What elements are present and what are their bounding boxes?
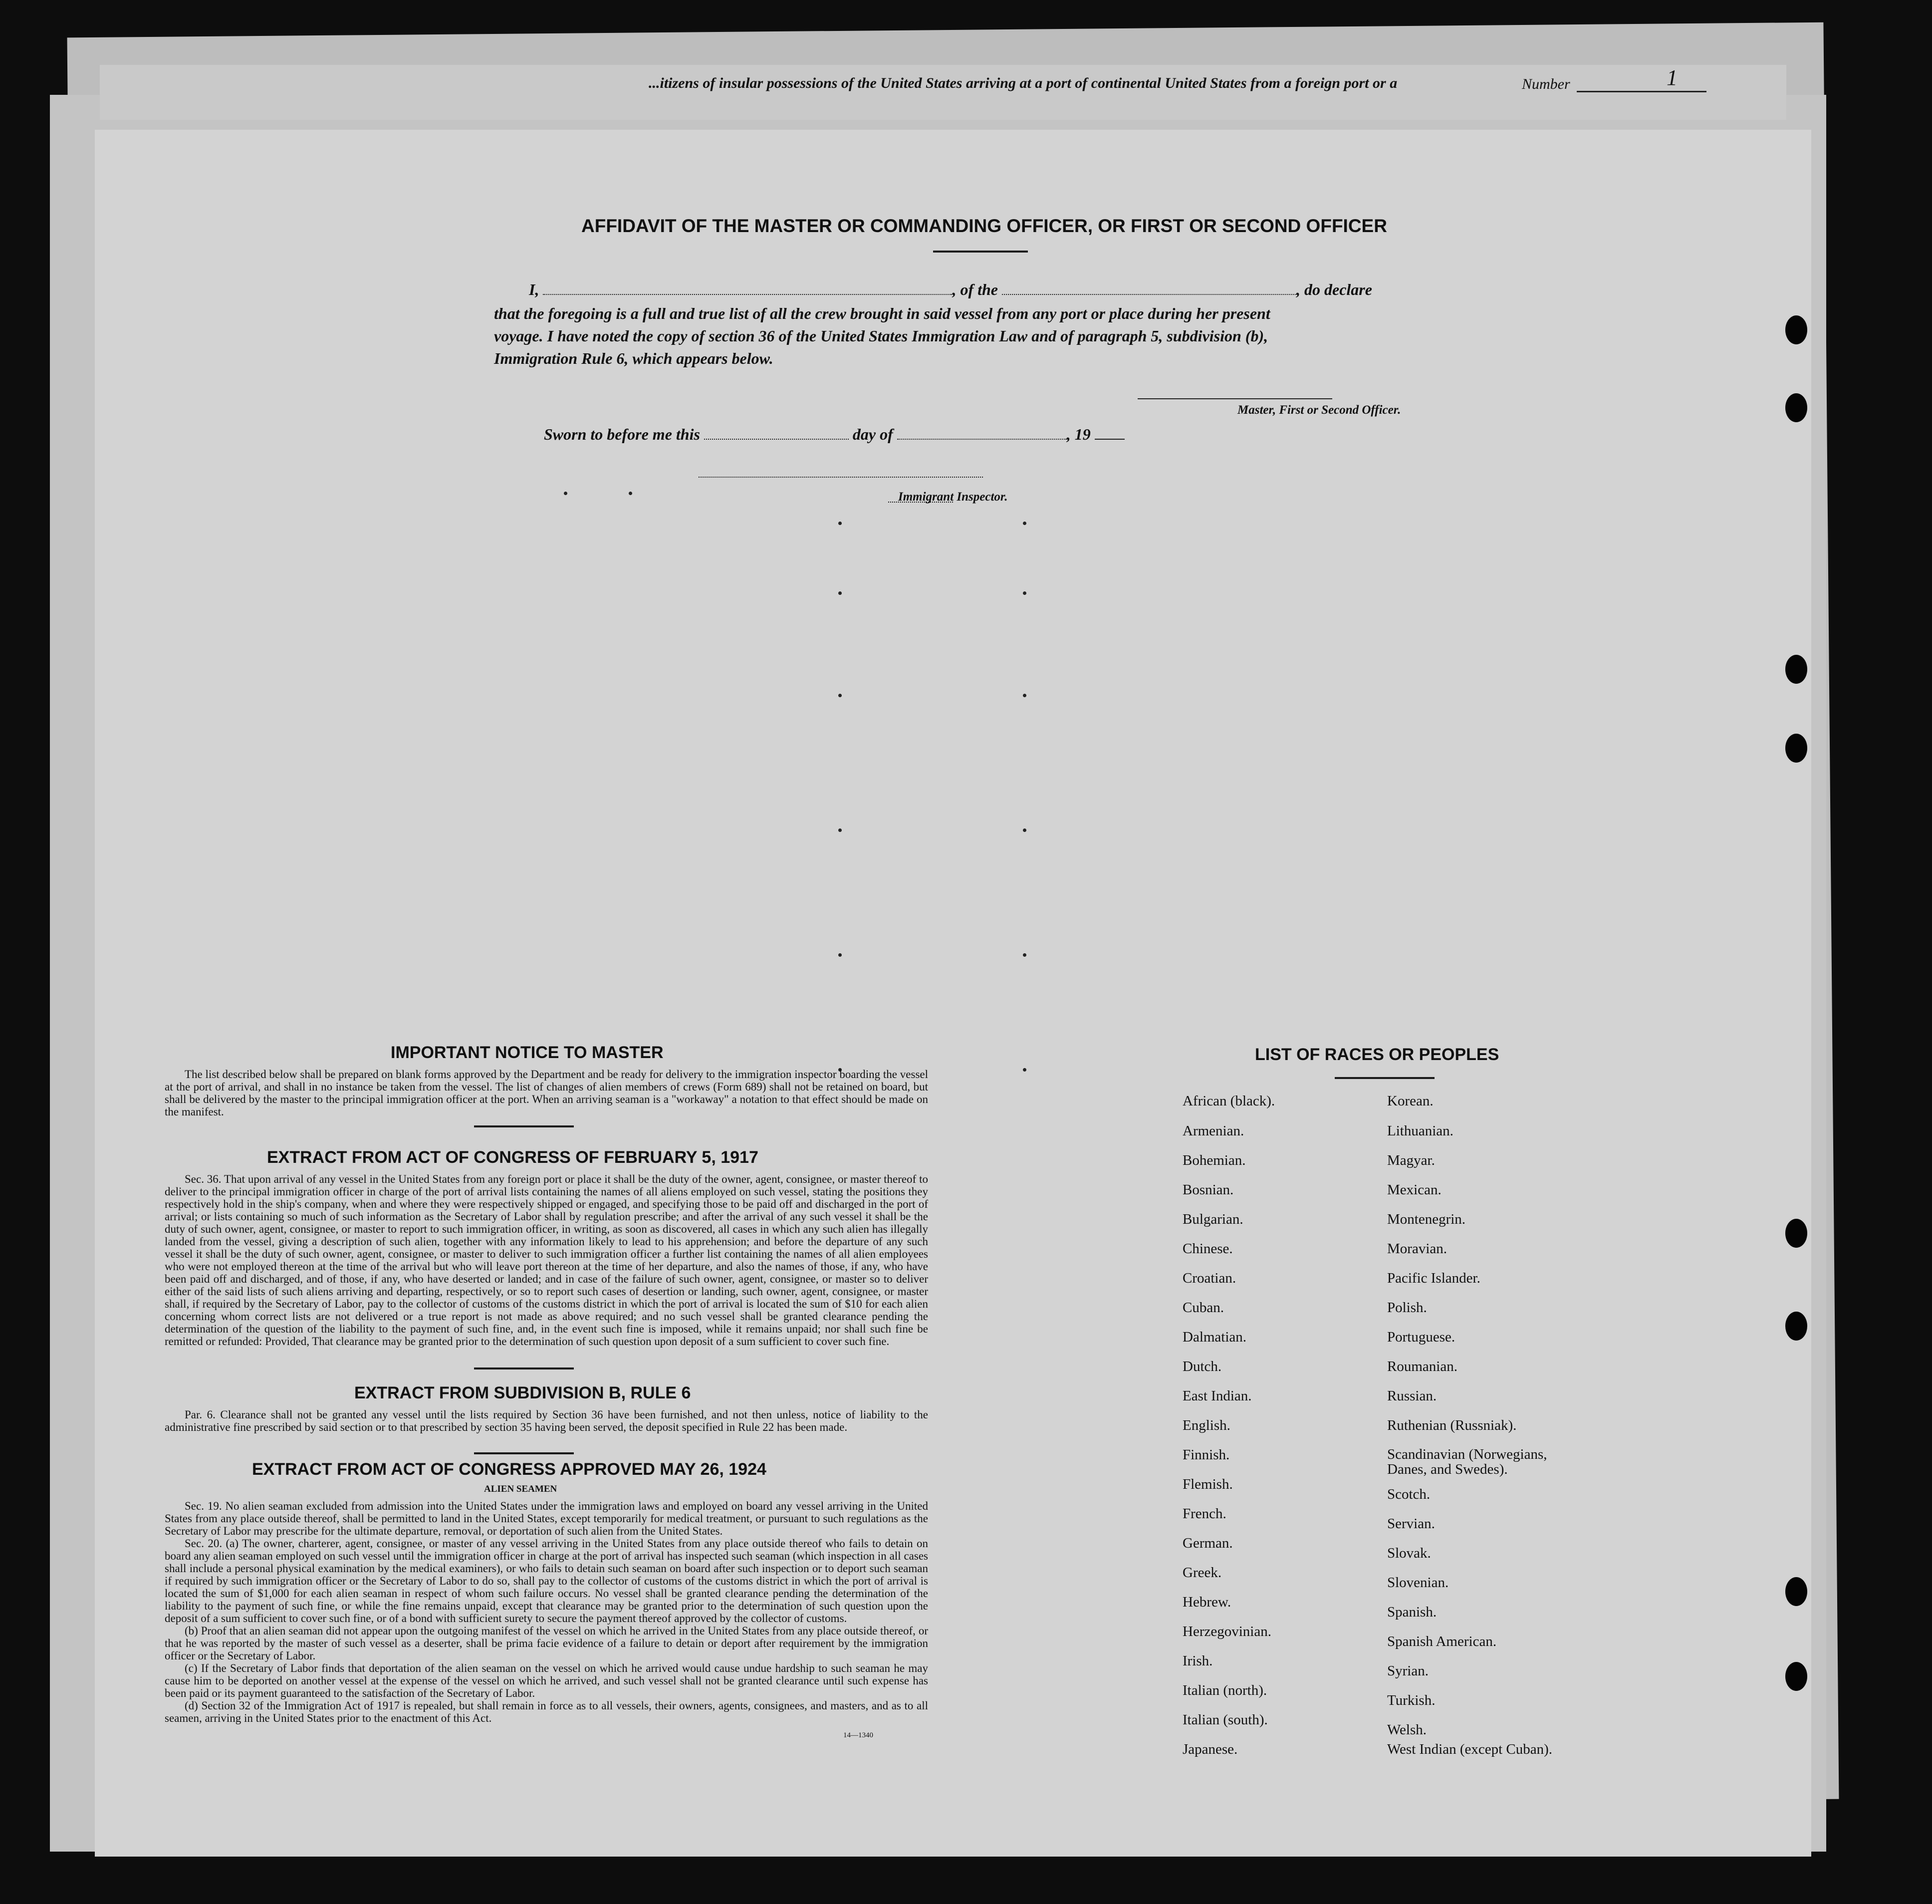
race-right: Scotch. bbox=[1387, 1486, 1431, 1502]
sec-20a-paragraph: Sec. 20. (a) The owner, charterer, agent, consignee, or master of any vessel arriving in the United States from any place outside thereof who fails to detain on board any alien seaman employed on such vessel until the immigration officer in charge at the port of arrival has inspected such seaman (which inspection in all cases shall include a personal physical examination by the medical examiners), or who fails to detain such seaman on board after such inspection or to deport such seaman if required by such immigration officer or the Secretary of Labor to do so, shall pay to the collector of customs of the customs district in which the port of arrival is located the sum of $1,000 for each alien seaman in respect of whom such failure occurs. No vessel shall be granted clearance pending the determination of the liability to the payment of such fine, or while the fine remains unpaid, except that clearance may be granted prior to the determination of such question upon the deposit of a sum sufficient to cover such fine, or of a bond with sufficient surety to secure the payment thereof approved by the collector of customs. bbox=[165, 1537, 928, 1625]
name-blank bbox=[543, 294, 952, 295]
of-the-label: , of the bbox=[952, 280, 998, 298]
race-left: Croatian. bbox=[1183, 1270, 1236, 1286]
notice-paragraph: The list described below shall be prepared on blank forms approved by the Department and be ready for delivery to the immigration inspector boarding the vessel at the port of arrival, and shall in no instance be taken from the vessel. The list of changes of alien members of crews (Form 689) shall not be retained on board, but shall be delivered by the master to the principal immigration officer at the port. When an arriving seaman is a "workaway" a notation to that effect should be made on the manifest. bbox=[165, 1068, 928, 1118]
dot bbox=[838, 591, 842, 595]
underlying-manifest-header bbox=[100, 65, 1786, 120]
dot bbox=[838, 828, 842, 832]
race-right: Slovak. bbox=[1387, 1545, 1431, 1561]
dot bbox=[838, 953, 842, 957]
race-right: Slovenian. bbox=[1387, 1575, 1449, 1591]
race-right: Turkish. bbox=[1387, 1692, 1436, 1708]
extract-1924-title: EXTRACT FROM ACT OF CONGRESS APPROVED MAY 26, 1924 bbox=[252, 1460, 766, 1479]
race-left: Greek. bbox=[1183, 1565, 1222, 1581]
number-label: Number bbox=[1522, 76, 1570, 92]
title-rule bbox=[933, 251, 1028, 253]
binder-hole bbox=[1785, 1312, 1807, 1341]
race-left: East Indian. bbox=[1183, 1388, 1252, 1404]
day-of-label: day of bbox=[852, 425, 893, 443]
notice-title: IMPORTANT NOTICE TO MASTER bbox=[391, 1043, 664, 1062]
race-left: Italian (south). bbox=[1183, 1712, 1268, 1728]
inspector-caption: Immigrant Inspector. bbox=[898, 490, 1008, 504]
dot bbox=[838, 694, 842, 697]
vessel-blank bbox=[1002, 294, 1296, 295]
notice-rule bbox=[474, 1125, 574, 1127]
race-right: Magyar. bbox=[1387, 1152, 1435, 1168]
race-right: Russian. bbox=[1387, 1388, 1437, 1404]
year-label: , 19 bbox=[1066, 425, 1091, 443]
race-right: Lithuanian. bbox=[1387, 1123, 1453, 1139]
affidavit-title: AFFIDAVIT OF THE MASTER OR COMMANDING OFFICER, OR FIRST OR SECOND OFFICER bbox=[581, 216, 1387, 236]
dot bbox=[1023, 828, 1026, 832]
race-left: Bosnian. bbox=[1183, 1182, 1234, 1198]
race-right: Pacific Islander. bbox=[1387, 1270, 1480, 1286]
race-left: Bulgarian. bbox=[1183, 1211, 1243, 1227]
race-right: Montenegrin. bbox=[1387, 1211, 1466, 1227]
affidavit-page bbox=[95, 130, 1811, 1857]
race-right: Scandinavian (Norwegians, Danes, and Swedes). bbox=[1387, 1446, 1547, 1477]
dot bbox=[1023, 522, 1026, 525]
dot bbox=[1023, 694, 1026, 697]
sworn-line bbox=[544, 425, 1125, 444]
race-left: Irish. bbox=[1183, 1653, 1213, 1669]
races-title: LIST OF RACES OR PEOPLES bbox=[1255, 1045, 1499, 1064]
rule6-text bbox=[165, 1408, 928, 1433]
dot bbox=[838, 522, 842, 525]
sworn-day-blank bbox=[704, 439, 849, 440]
sec-20d-paragraph: (d) Section 32 of the Immigration Act of 1917 is repealed, but shall remain in force as to all vessels, their owners, agents, consignees, and masters, and as to all seamen, arriving in the United States prior to the enactment of this Act. bbox=[165, 1699, 928, 1724]
alien-seamen-subtitle: ALIEN SEAMEN bbox=[484, 1484, 557, 1494]
race-left: Hebrew. bbox=[1183, 1594, 1231, 1610]
race-right: Korean. bbox=[1387, 1093, 1434, 1109]
affidavit-line-3: voyage. I have noted the copy of section 36 of the United States Immigration Law and of paragraph 5, subdivision (b), bbox=[494, 327, 1268, 345]
race-left: Bohemian. bbox=[1183, 1152, 1246, 1168]
race-left: English. bbox=[1183, 1417, 1230, 1433]
race-right: Ruthenian (Russniak). bbox=[1387, 1417, 1517, 1433]
race-right: Mexican. bbox=[1387, 1182, 1442, 1198]
race-left: Finnish. bbox=[1183, 1447, 1230, 1463]
officer-signature-line bbox=[1138, 398, 1332, 399]
dot bbox=[629, 492, 632, 495]
race-left: Dalmatian. bbox=[1183, 1329, 1247, 1345]
extract-1924-text bbox=[165, 1500, 928, 1724]
extract-1917-rule bbox=[474, 1367, 574, 1369]
race-right: Spanish. bbox=[1387, 1604, 1437, 1620]
race-left: Dutch. bbox=[1183, 1359, 1222, 1374]
affidavit-line-4: Immigration Rule 6, which appears below. bbox=[494, 349, 773, 367]
binder-hole bbox=[1785, 655, 1807, 684]
race-left: Herzegovinian. bbox=[1183, 1624, 1271, 1639]
sec-20c-paragraph: (c) If the Secretary of Labor finds that deportation of the alien seaman on the vessel on which he arrived would cause undue hardship to such seaman he may cause him to be deported on another vessel at the expense of the vessel on which he arrived, and such vessel shall not be granted clearance until such expense has been paid or its payment guaranteed to the satisfaction of the Secretary of Labor. bbox=[165, 1662, 928, 1699]
race-left: Italian (north). bbox=[1183, 1682, 1267, 1698]
race-left: Cuban. bbox=[1183, 1300, 1224, 1316]
inspector-dotted-line bbox=[699, 477, 983, 478]
race-right: Polish. bbox=[1387, 1300, 1427, 1316]
affidavit-line-2: that the foregoing is a full and true list of all the crew brought in said vessel from any port or place during her present bbox=[494, 304, 1270, 322]
rule6-title: EXTRACT FROM SUBDIVISION B, RULE 6 bbox=[354, 1383, 691, 1402]
i-label: I, bbox=[529, 280, 539, 298]
rule6-paragraph: Par. 6. Clearance shall not be granted any vessel until the lists required by Section 36 have been furnished, and not then unless, notice of liability to the administrative fine prescribed by said section or to that prescribed by section 35 having been served, the deposit specified in Rule 22 has been made. bbox=[165, 1408, 928, 1433]
race-left: Japanese. bbox=[1183, 1741, 1238, 1757]
extract-1917-text bbox=[165, 1173, 928, 1348]
race-right: Syrian. bbox=[1387, 1663, 1429, 1679]
race-right: Moravian. bbox=[1387, 1241, 1447, 1257]
race-right: Portuguese. bbox=[1387, 1329, 1455, 1345]
sworn-month-blank bbox=[897, 439, 1067, 440]
races-rule bbox=[1335, 1077, 1435, 1079]
binder-hole bbox=[1785, 1219, 1807, 1248]
race-right: West Indian (except Cuban). bbox=[1387, 1741, 1553, 1757]
binder-hole bbox=[1785, 1662, 1807, 1691]
race-right: Welsh. bbox=[1387, 1722, 1427, 1738]
dot bbox=[564, 492, 567, 495]
year-blank bbox=[1095, 439, 1125, 440]
sec-20b-paragraph: (b) Proof that an alien seaman did not appear upon the outgoing manifest of the vessel on which he arrived in the United States from any place outside thereof, or that he was reported by the master of such vessel as a deserter, shall be prima facie evidence of a failure to detain or deport after requirement by the immigration officer or the Secretary of Labor. bbox=[165, 1625, 928, 1662]
sec-19-paragraph: Sec. 19. No alien seaman excluded from admission into the United States under the immigration laws and employed on board any vessel arriving in the United States from any place outside thereof, shall be permitted to land in the United States, except temporarily for medical treatment, or pursuant to such regulations as the Secretary of Labor may prescribe for the ultimate departure, removal, or deportation of such alien from the United States. bbox=[165, 1500, 928, 1537]
race-left: Chinese. bbox=[1183, 1241, 1233, 1257]
race-left: African (black). bbox=[1183, 1093, 1275, 1109]
extract-1917-paragraph: Sec. 36. That upon arrival of any vessel in the United States from any foreign port or place it shall be the duty of the owner, agent, consignee, or master thereof to deliver to the principal immigration officer in charge of the port of arrival lists containing the names of all aliens employed on such vessel, stating the positions they respectively hold in the ship's company, when and where they were respectively shipped or engaged, and specifying those to be paid off and discharged in the port of arrival; or lists containing so much of such information as the Secretary of Labor shall by regulation prescribe; and after the arrival of any such vessel it shall be the duty of such owner, agent, consignee, or master to report to such immigration officer, in writing, as soon as discovered, all cases in which any such alien has illegally landed from the vessel, giving a description of such alien, together with any information likely to lead to his apprehension; and before the departure of any such vessel it shall be the duty of such owner, agent, consignee, or master to deliver to such immigration officer a further list containing the names of all alien employees who were not employed thereon at the time of the arrival but who will leave port thereon at the time of her departure, and also the names of those, if any, who have been paid off and discharged, and of those, if any, who have deserted or landed; and in case of the failure of such owner, agent, consignee, or master so to deliver either of the said lists of such aliens arriving and departing, respectively, or so to report such cases of desertion or landing, such owner, agent, consignee, or master shall, if required by the Secretary of Labor, pay to the collector of customs of the customs district in which the port of arrival is located the sum of $10 for each alien concerning whom correct lists are not delivered or a true report is not made as above required; and no such vessel shall be granted clearance pending the determination of the question of the liability to the payment of such fine, and, in the event such fine is imposed, while it remains unpaid; nor shall such fine be remitted or refunded: Provided, That clearance may be granted prior to the determination of such question upon deposit of a sum sufficient to cover such fine. bbox=[165, 1173, 928, 1348]
sworn-label: Sworn to before me this bbox=[544, 425, 700, 443]
manifest-heading: ...itizens of insular possessions of the United States arriving at a port of continental United States from a foreign port or a bbox=[649, 75, 1398, 91]
binder-hole bbox=[1785, 734, 1807, 763]
race-left: Armenian. bbox=[1183, 1123, 1244, 1139]
binder-hole bbox=[1785, 315, 1807, 344]
number-line bbox=[1577, 91, 1706, 92]
rule6-rule bbox=[474, 1452, 574, 1454]
declare-label: , do declare bbox=[1296, 280, 1372, 298]
race-left: French. bbox=[1183, 1506, 1226, 1522]
officer-signature-caption: Master, First or Second Officer. bbox=[1237, 403, 1401, 417]
notice-text bbox=[165, 1068, 928, 1118]
race-left: German. bbox=[1183, 1535, 1233, 1551]
race-left: Flemish. bbox=[1183, 1476, 1233, 1492]
dot bbox=[1023, 953, 1026, 957]
dot bbox=[1023, 591, 1026, 595]
extract-1917-title: EXTRACT FROM ACT OF CONGRESS OF FEBRUARY 5, 1917 bbox=[267, 1148, 758, 1167]
binder-hole bbox=[1785, 393, 1807, 422]
race-right: Servian. bbox=[1387, 1516, 1435, 1532]
race-right: Roumanian. bbox=[1387, 1359, 1457, 1374]
dot bbox=[1023, 1068, 1026, 1072]
declare-line bbox=[529, 280, 1372, 299]
race-right: Spanish American. bbox=[1387, 1633, 1497, 1649]
binder-hole bbox=[1785, 1577, 1807, 1606]
number-value: 1 bbox=[1667, 65, 1678, 90]
form-number: 14—1340 bbox=[843, 1731, 873, 1739]
